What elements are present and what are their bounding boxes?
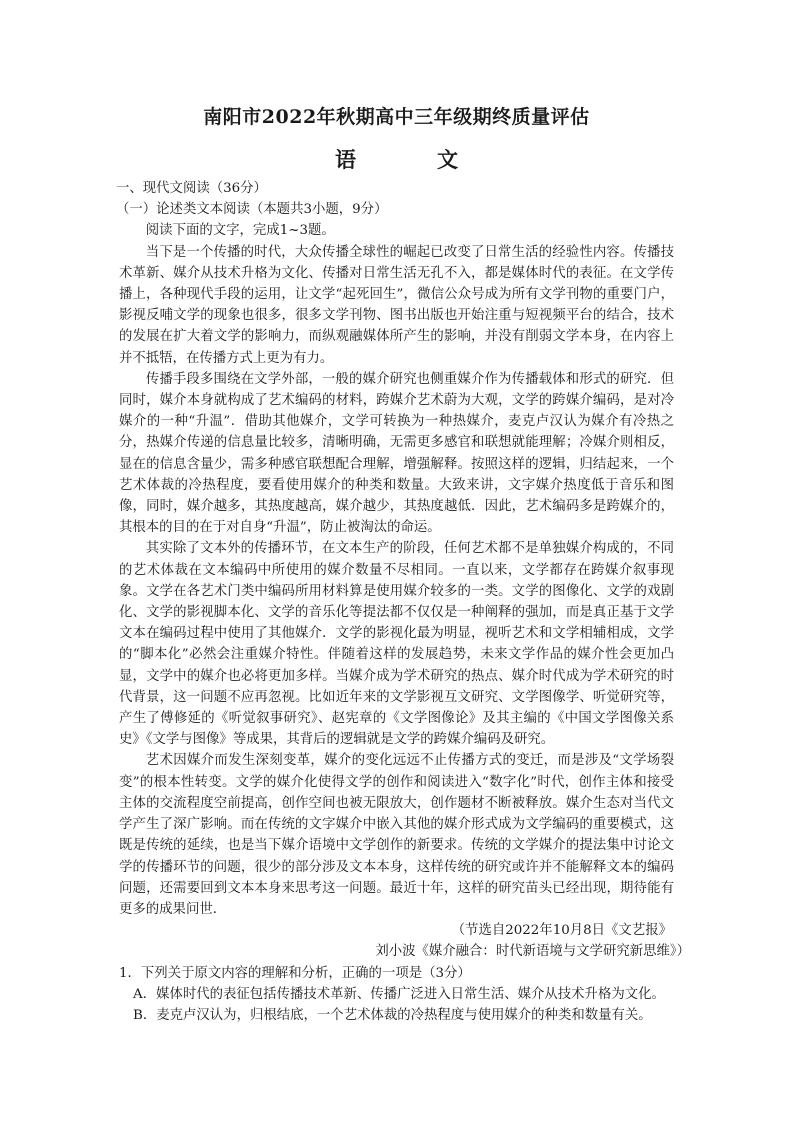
subsection-heading: （一）论述类文本阅读（本题共3小题，9分） bbox=[116, 202, 388, 218]
passage-paragraph-4: 艺术因媒介而发生深刻变革，媒介的变化远远不止传播方式的变迁，而是涉及“文学场裂变”的根本性转变。文学的媒介化使得文学的创作和阅读进入“数字化”时代，创作主体和接受主体的交流程度空前提高，创作空间也被无限放大，创作题材不断被释放。媒介生态对当代文学产生了深广影响。而在传统的文字媒介中嵌入其他的媒介形式成为文学编码的重要模式，这既是传统的延续，也是当下媒介语境中文学创作的新要求。传统的文学媒介的提法集中讨论文学的传播环节的问题，很少的部分涉及文本本身，这样传统的研究或许并不能解释文本的编码问题，还需要回到文本本身来思考这一问题。最近十年，这样的研究苗头已经出现，期待能有更多的成果问世． bbox=[119, 753, 674, 917]
exam-title: 南阳市2022年秋期高中三年级期终质量评估 bbox=[203, 106, 590, 128]
question-1-stem: 1．下列关于原文内容的理解和分析，正确的一项是（3分） bbox=[119, 965, 471, 981]
reading-instruction: 阅读下面的文字，完成1~3题。 bbox=[145, 223, 335, 239]
exam-body bbox=[116, 178, 690, 1026]
passage-paragraph-3: 其实除了文本外的传播环节，在文本生产的阶段，任何艺术都不是单独媒介构成的，不同的艺术体裁在文本编码中所使用的媒介数量不尽相同。一直以来，文学都存在跨媒介叙事现象。文学在各艺术门类中编码所用材料算是使用媒介较多的一类。文学的图像化、文学的戏剧化、文学的影视脚本化、文学的音乐化等提法都不仅仅是一种阐释的强加，而是真正基于文学文本在编码过程中使用了其他媒介．文学的影视化最为明显，视听艺术和文学相辅相成，文学的“脚本化”必然会注重媒介特性。伴随着这样的发展趋势，未来文学作品的媒介性会更加凸显，文学中的媒介也必将更加多样。当媒介成为学术研究的热点、媒介时代成为学术研究的时代背景，这一问题不应再忽视。比如近年来的文学影视互文研究、文学图像学、听觉研究等，产生了傅修延的《听觉叙事研究》、赵宪章的《文学图像论》及其主编的《中国文学图像关系史》《文学与图像》等成果，其背后的逻辑就是文学的跨媒介编码及研究。 bbox=[119, 541, 674, 748]
section-heading: 一、现代文阅读（36分） bbox=[116, 181, 267, 196]
subject-title: 语 文 bbox=[335, 147, 488, 172]
source-citation-line-1: （节选自2022年10月8日《文艺报》 bbox=[451, 923, 672, 939]
question-1-option-b: B．麦克卢汉认为，归根结底，一个艺术体裁的冷热程度与使用媒介的种类和数量有关。 bbox=[133, 1007, 652, 1023]
passage-paragraph-1: 当下是一个传播的时代，大众传播全球性的崛起已改变了日常生活的经验性内容。传播技术革新、媒介从技术升格为文化、传播对日常生活无孔不入，都是媒体时代的表征。在文学传播上，各种现代手段的运用，让文学“起死回生”，微信公众号成为所有文学刊物的重要门户，影视反哺文学的现象也很多，很多文学刊物、图书出版也开始注重与短视频平台的结合，技术的发展在扩大着文学的影响力，而纵观融媒体所产生的影响，并没有削弱文学本身，在内容上并不抵牾，在传播方式上更为有力。 bbox=[119, 244, 674, 366]
passage-paragraph-2: 传播手段多围绕在文学外部，一般的媒介研究也侧重媒介作为传播载体和形式的研究．但同时，媒介本身就构成了艺术编码的材料，跨媒介艺术蔚为大观，文学的跨媒介编码，是对冷媒介的一种“升温”．借助其他媒介，文学可转换为一种热媒介，麦克卢汉认为媒介有冷热之分，热媒介传递的信息量比较多，清晰明确，无需更多感官和联想就能理解；冷媒介则相反，显在的信息含量少，需多种感官联想配合理解，增强解释。按照这样的逻辑，归结起来，一个艺术体裁的冷热程度，要看使用媒介的种类和数量。大致来讲，文字媒介热度低于音乐和图像，同时，媒介越多，其热度越高，媒介越少，其热度越低．因此，艺术编码多是跨媒介的，其根本的目的在于对自身“升温”，防止被淘汰的命运。 bbox=[119, 371, 674, 536]
question-1-option-a: A．媒体时代的表征包括传播技术革新、传播广泛进入日常生活、媒介从技术升格为文化。 bbox=[133, 986, 665, 1002]
source-citation-line-2: 刘小波《媒介融合：时代新语境与文学研究新思维》） bbox=[375, 944, 690, 960]
